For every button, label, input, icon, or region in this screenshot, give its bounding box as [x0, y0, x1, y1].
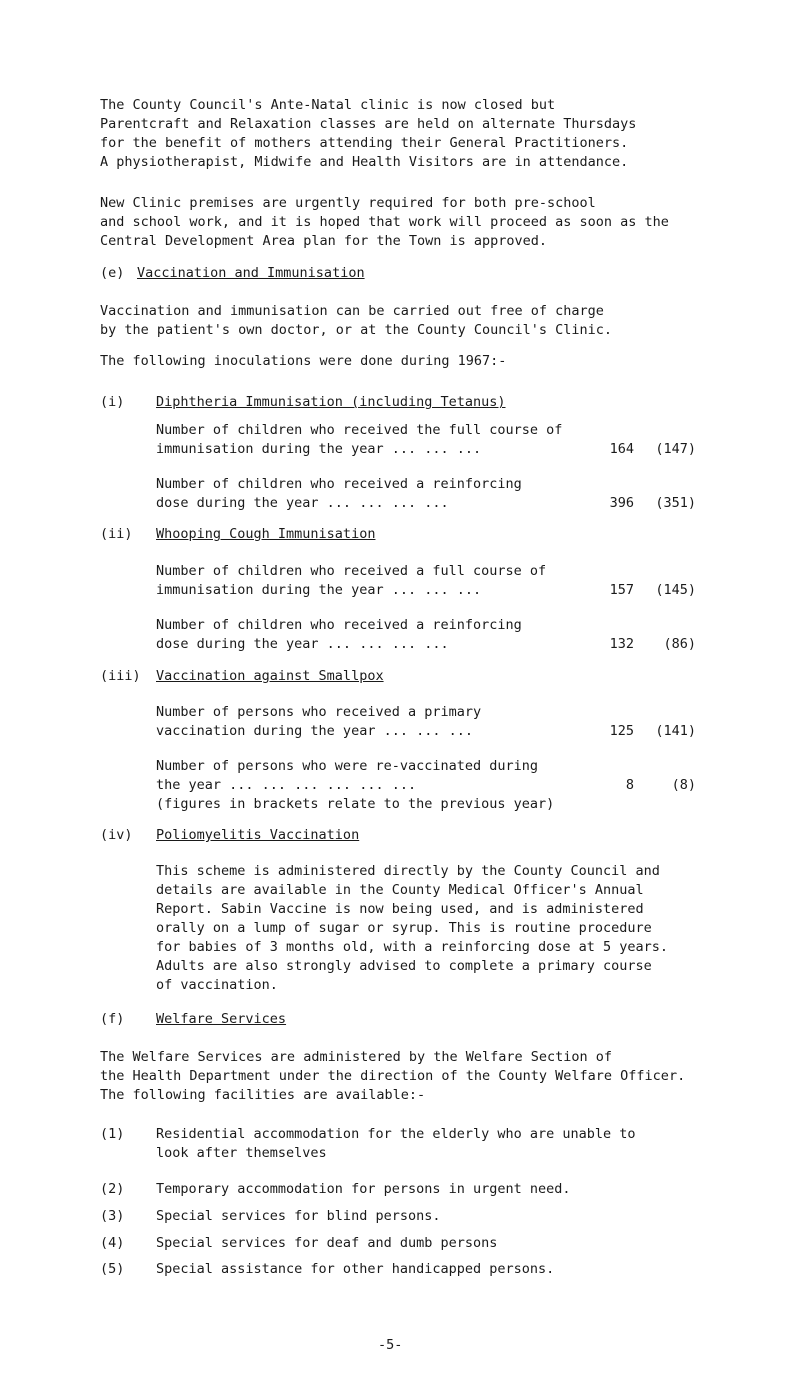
- subsection-iii-heading: Vaccination against Smallpox: [156, 668, 384, 684]
- subsection-iv-heading: Poliomyelitis Vaccination: [156, 827, 360, 843]
- welfare-item-4-marker: (4): [100, 1235, 125, 1251]
- intro-paragraph-2: New Clinic premises are urgently required for both pre-school and school work, and it is hoped that work will proceed as soon as the Central Development Area plan for the Town is approved.: [100, 195, 669, 249]
- subsection-iii-item-1-figures: [590, 722, 696, 741]
- subsection-iii-item-1-previous: (141): [655, 723, 696, 739]
- section-e-marker: (e): [100, 265, 125, 281]
- subsection-i-item-2-previous: (351): [655, 495, 696, 511]
- subsection-i-item-2-figures: [590, 494, 696, 513]
- welfare-item-5-marker: (5): [100, 1261, 125, 1277]
- subsection-i-item-1-previous: (147): [655, 441, 696, 457]
- subsection-ii-item-1-text: Number of children who received a full course of immunisation during the year ... ... ...: [156, 563, 547, 598]
- subsection-iii-item-2-figures: [590, 776, 696, 795]
- subsection-iii-item-2-text: Number of persons who were re-vaccinated during the year ... ... ... ... ... ...: [156, 758, 539, 793]
- intro-paragraph-1: The County Council's Ante-Natal clinic is now closed but Parentcraft and Relaxation classes are held on alternate Thursdays for the benefit of mothers attending their General Practitioners. A physiotherapist, Midwife and Health Visitors are in attendance.: [100, 97, 637, 170]
- welfare-item-2-marker: (2): [100, 1181, 125, 1197]
- section-f-intro: The Welfare Services are administered by the Welfare Section of the Health Department under the direction of the County Welfare Officer. The following facilities are available:-: [100, 1049, 686, 1103]
- subsection-iii-item-2-previous: (8): [671, 777, 696, 793]
- section-e-heading: Vaccination and Immunisation: [137, 265, 365, 281]
- subsection-ii-item-2-previous: (86): [663, 636, 696, 652]
- subsection-i-marker: (i): [100, 394, 125, 410]
- subsection-i-item-1-value: 164: [609, 441, 634, 457]
- subsection-i-heading: Diphtheria Immunisation (including Tetanus): [156, 394, 506, 410]
- section-f-marker: (f): [100, 1011, 125, 1027]
- welfare-item-4-text: Special services for deaf and dumb persons: [156, 1235, 498, 1251]
- welfare-item-2-text: Temporary accommodation for persons in urgent need.: [156, 1181, 571, 1197]
- subsection-ii-item-2-figures: [590, 635, 696, 654]
- subsection-iii-marker: (iii): [100, 668, 141, 684]
- welfare-item-5-text: Special assistance for other handicapped persons.: [156, 1261, 555, 1277]
- welfare-item-1-text: Residential accommodation for the elderly who are unable to look after themselves: [156, 1126, 636, 1161]
- subsection-i-item-2-text: Number of children who received a reinforcing dose during the year ... ... ... ...: [156, 476, 522, 511]
- subsection-ii-item-1-figures: [590, 581, 696, 600]
- subsection-ii-heading: Whooping Cough Immunisation: [156, 526, 376, 542]
- section-e-intro: Vaccination and immunisation can be carried out free of charge by the patient's own doctor, or at the County Council's Clinic.: [100, 303, 613, 338]
- subsection-iii-item-2-value: 8: [625, 777, 634, 793]
- page-number: -5-: [378, 1337, 403, 1353]
- subsection-iii-item-1-value: 125: [609, 723, 634, 739]
- subsection-ii-item-2-text: Number of children who received a reinforcing dose during the year ... ... ... ...: [156, 617, 522, 652]
- section-f-heading: Welfare Services: [156, 1011, 287, 1027]
- welfare-item-1-marker: (1): [100, 1126, 125, 1142]
- welfare-item-3-text: Special services for blind persons.: [156, 1208, 441, 1224]
- welfare-item-3-marker: (3): [100, 1208, 125, 1224]
- subsection-iv-marker: (iv): [100, 827, 133, 843]
- subsection-ii-item-2-value: 132: [609, 636, 634, 652]
- subsection-i-item-1-figures: [590, 440, 696, 459]
- subsection-iv-body: This scheme is administered directly by the County Council and details are available in the County Medical Officer's Annual Report. Sabin Vaccine is now being used, and is administered orally on a lump of sugar or syrup. This is routine procedure for babies of 3 months old, with a reinforcing dose at 5 years. Adults are also strongly advised to complete a primary course of vaccination.: [156, 863, 669, 993]
- subsection-i-item-1-text: Number of children who received the full course of immunisation during the year ... ... ...: [156, 422, 563, 457]
- subsection-ii-marker: (ii): [100, 526, 133, 542]
- subsection-i-item-2-value: 396: [609, 495, 634, 511]
- subsection-ii-item-1-previous: (145): [655, 582, 696, 598]
- subsection-iii-item-1-text: Number of persons who received a primary vaccination during the year ... ... ...: [156, 704, 482, 739]
- subsection-iii-note: (figures in brackets relate to the previous year): [156, 796, 555, 812]
- section-e-lead: The following inoculations were done during 1967:-: [100, 353, 507, 369]
- subsection-ii-item-1-value: 157: [609, 582, 634, 598]
